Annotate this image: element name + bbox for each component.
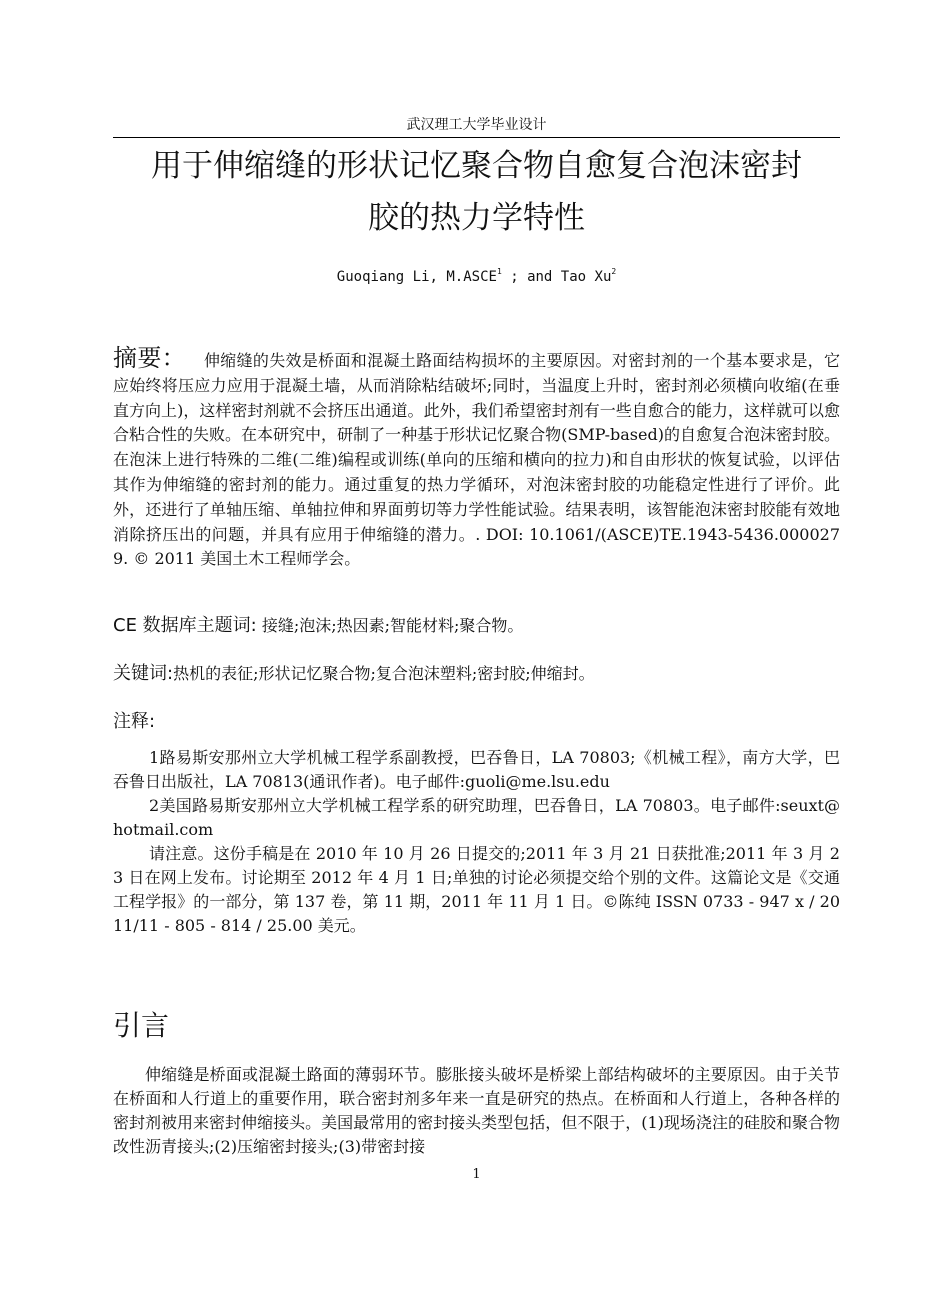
keywords — [113, 662, 840, 686]
author-1-affiliation-mark: 1 — [496, 267, 502, 276]
page-number: 1 — [472, 1167, 481, 1182]
paper-title — [100, 140, 853, 244]
ce-terms-label: CE 数据库主题词: — [113, 615, 257, 636]
abstract — [113, 346, 840, 572]
ce-terms-text: 接缝;泡沫;热因素;智能材料;聚合物。 — [261, 616, 524, 635]
running-header: 武汉理工大学毕业设计 — [406, 117, 547, 133]
title-line-1: 用于伸缩缝的形状记忆聚合物自愈复合泡沫密封 — [151, 148, 802, 184]
abstract-label: 摘要： — [113, 344, 186, 372]
introduction-body — [113, 1063, 840, 1159]
keywords-label: 关键词: — [113, 663, 174, 684]
author-2-affiliation-mark: 2 — [611, 267, 617, 276]
author-line — [113, 262, 840, 287]
notes — [113, 746, 840, 938]
author-1: Guoqiang Li, M.ASCE — [336, 269, 497, 285]
author-2: Tao Xu — [560, 269, 612, 285]
ce-subject-headings — [113, 614, 840, 638]
abstract-text: 伸缩缝的失效是桥面和混凝土路面结构损坏的主要原因。对密封剂的一个基本要求是，它应始终将压应力应用于混凝土墙，从而消除粘结破坏;同时，当温度上升时，密封剂必须横向收缩(在垂直方向上)，这样密封剂就不会挤压出通道。此外，我们希望密封剂有一些自愈合的能力，这样就可以愈合粘合性的失败。在本研究中，研制了一种基于形状记忆聚合物(SMP-based)的自愈复合泡沫密封胶。在泡沫上进行特殊的二维(二维)编程或训练(单向的压缩和横向的拉力)和自由形状的恢复试验，以评估其作为伸缩缝的密封剂的能力。通过重复的热力学循环，对泡沫密封胶的功能稳定性进行了评价。此外，还进行了单轴压缩、单轴拉伸和界面剪切等力学性能试验。结果表明，该智能泡沫密封胶能有效地消除挤压出的问题，并具有应用于伸缩缝的潜力。. DOI: 10.1061/(ASCE)TE.1943-5436.0000279. © 2011 美国土木工程师学会。 — [113, 351, 840, 569]
author-separator: ; and — [501, 269, 561, 285]
notes-heading: 注释: — [113, 711, 156, 732]
keywords-text: 热机的表征;形状记忆聚合物;复合泡沫塑料;密封胶;伸缩封。 — [173, 664, 595, 683]
note-2: 2美国路易斯安那州立大学机械工程学系的研究助理，巴吞鲁日，LA 70803。电子邮件:seuxt@hotmail.com — [113, 796, 840, 839]
note-1: 1路易斯安那州立大学机械工程学系副教授，巴吞鲁日，LA 70803;《机械工程》，南方大学，巴吞鲁日出版社，LA 70813(通讯作者)。电子邮件:guoli@me.lsu.edu — [113, 748, 840, 791]
introduction-heading: 引言 — [113, 1009, 170, 1042]
title-line-2: 胶的热力学特性 — [368, 200, 585, 236]
introduction-paragraph: 伸缩缝是桥面或混凝土路面的薄弱环节。膨胀接头破坏是桥梁上部结构破坏的主要原因。由于关节在桥面和人行道上的重要作用，联合密封剂多年来一直是研究的热点。在桥面和人行道上，各种各样的密封剂被用来密封伸缩接头。美国最常用的密封接头类型包括，但不限于，(1)现场浇注的硅胶和聚合物改性沥青接头;(2)压缩密封接头;(3)带密封接 — [113, 1065, 840, 1156]
header-rule — [113, 137, 840, 138]
note-3: 请注意。这份手稿是在 2010 年 10 月 26 日提交的;2011 年 3 月 21 日获批准;2011 年 3 月 23 日在网上发布。讨论期至 2012 年 4 月 1 日;单独的讨论必须提交给个别的文件。这篇论文是《交通工程学报》的一部分，第 137 卷，第 11 期，2011 年 11 月 1 日。©陈纯 ISSN 0733 - 947 x / 2011/11 - 805 - 814 / 25.00 美元。 — [113, 844, 840, 935]
